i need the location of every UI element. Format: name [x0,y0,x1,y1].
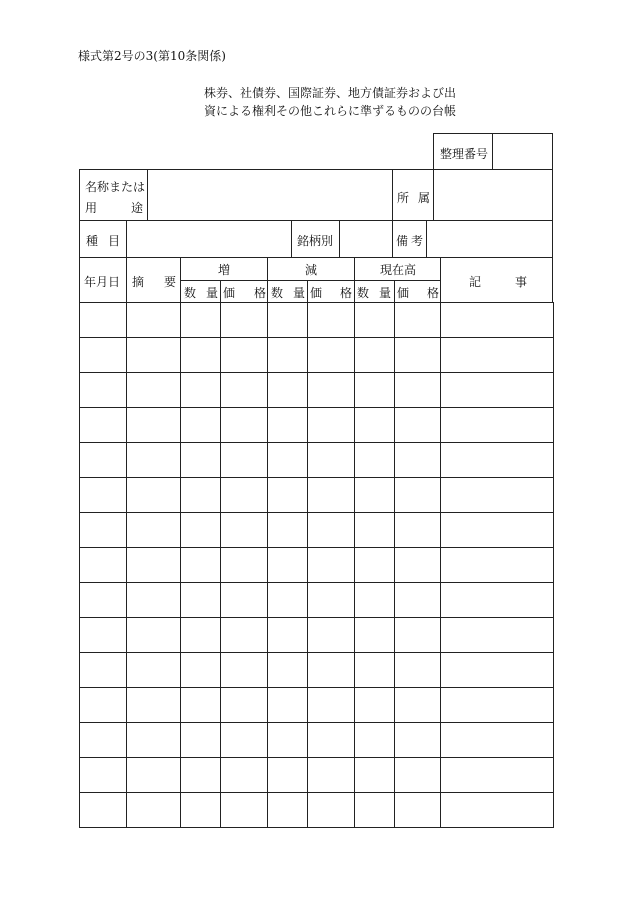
cell-dec-price[interactable] [308,443,355,478]
table-row [80,618,554,653]
cell-bal-qty[interactable] [355,478,395,513]
table-row [80,583,554,618]
cell-inc-price[interactable] [221,373,268,408]
cell-dec-qty[interactable] [268,618,308,653]
cell-summary[interactable] [127,793,181,828]
col-decrease-label: 減 [305,263,318,277]
cell-notes[interactable] [441,653,554,688]
cell-inc-qty[interactable] [181,688,221,723]
cell-inc-price[interactable] [221,408,268,443]
table-row [80,688,554,723]
col-summary-label-b: 要 [164,275,177,289]
cell-summary[interactable] [127,373,181,408]
table-row [80,443,554,478]
cell-summary[interactable] [127,618,181,653]
cell-summary[interactable] [127,478,181,513]
cell-dec-qty[interactable] [268,688,308,723]
cell-date[interactable] [80,653,127,688]
shurui-label-b: 目 [108,234,121,248]
cell-dec-qty[interactable] [268,723,308,758]
cell-inc-qty[interactable] [181,338,221,373]
cell-notes[interactable] [441,793,554,828]
cell-bal-qty[interactable] [355,618,395,653]
meisho-label-line2-a: 用 [85,201,98,215]
cell-bal-price[interactable] [395,338,441,373]
cell-dec-qty[interactable] [268,513,308,548]
cell-inc-qty[interactable] [181,618,221,653]
cell-bal-price[interactable] [395,688,441,723]
cell-date[interactable] [80,758,127,793]
cell-inc-price[interactable] [221,443,268,478]
cell-inc-qty[interactable] [181,758,221,793]
table-row [80,723,554,758]
title-line-1: 株券、社債券、国際証券、地方債証券および出 [203,86,456,100]
col-increase-label: 増 [218,263,231,277]
cell-dec-qty[interactable] [268,793,308,828]
cell-dec-price[interactable] [308,478,355,513]
inc-price-label-b: 格 [254,286,267,300]
cell-inc-price[interactable] [221,478,268,513]
biko-label-a: 備 [396,234,409,248]
cell-bal-price[interactable] [395,303,441,338]
cell-bal-price[interactable] [395,583,441,618]
col-notes-header [440,257,553,303]
cell-bal-qty[interactable] [355,408,395,443]
cell-bal-qty[interactable] [355,443,395,478]
cell-bal-price[interactable] [395,758,441,793]
cell-bal-price[interactable] [395,548,441,583]
table-row [80,793,554,828]
cell-summary[interactable] [127,338,181,373]
cell-inc-qty[interactable] [181,583,221,618]
cell-inc-qty[interactable] [181,793,221,828]
cell-dec-price[interactable] [308,723,355,758]
dec-price-label-b: 格 [340,286,353,300]
cell-dec-price[interactable] [308,513,355,548]
cell-dec-qty[interactable] [268,758,308,793]
cell-dec-price[interactable] [308,303,355,338]
cell-dec-price[interactable] [308,338,355,373]
meigara-field[interactable] [339,220,393,258]
cell-dec-qty[interactable] [268,408,308,443]
cell-bal-qty[interactable] [355,653,395,688]
cell-dec-price[interactable] [308,408,355,443]
cell-date[interactable] [80,548,127,583]
cell-bal-qty[interactable] [355,688,395,723]
dec-qty-label-b: 量 [293,286,306,300]
cell-date[interactable] [80,443,127,478]
cell-dec-qty[interactable] [268,338,308,373]
cell-summary[interactable] [127,548,181,583]
biko-label-b: 考 [411,234,424,248]
cell-notes[interactable] [441,408,554,443]
cell-dec-qty[interactable] [268,548,308,583]
cell-notes[interactable] [441,758,554,793]
table-row [80,338,554,373]
cell-inc-price[interactable] [221,653,268,688]
shozoku-field[interactable] [433,169,553,221]
cell-summary[interactable] [127,688,181,723]
cell-dec-price[interactable] [308,758,355,793]
dec-qty-label-a: 数 [271,286,284,300]
cell-notes[interactable] [441,618,554,653]
cell-dec-qty[interactable] [268,583,308,618]
cell-date[interactable] [80,723,127,758]
cell-inc-qty[interactable] [181,653,221,688]
document-title [150,84,510,120]
title-line-2: 資による権利その他これらに準ずるものの台帳 [203,104,456,118]
inc-price-label-a: 価 [223,286,236,300]
cell-notes[interactable] [441,478,554,513]
cell-inc-qty[interactable] [181,408,221,443]
cell-inc-price[interactable] [221,688,268,723]
cell-notes[interactable] [441,338,554,373]
cell-notes[interactable] [441,303,554,338]
cell-bal-price[interactable] [395,618,441,653]
cell-notes[interactable] [441,373,554,408]
cell-summary[interactable] [127,443,181,478]
col-date-label: 年月日 [84,275,121,289]
cell-summary[interactable] [127,583,181,618]
meigara-label: 銘柄別 [297,234,334,248]
cell-bal-qty[interactable] [355,548,395,583]
cell-bal-price[interactable] [395,723,441,758]
shozoku-label-b: 属 [418,191,431,205]
cell-inc-qty[interactable] [181,548,221,583]
cell-inc-qty[interactable] [181,303,221,338]
bal-price-label-a: 価 [397,286,410,300]
cell-inc-qty[interactable] [181,478,221,513]
table-row [80,758,554,793]
cell-bal-qty[interactable] [355,723,395,758]
cell-dec-qty[interactable] [268,303,308,338]
seiri-bango-field[interactable] [492,133,553,170]
cell-inc-price[interactable] [221,793,268,828]
cell-dec-qty[interactable] [268,373,308,408]
cell-dec-price[interactable] [308,793,355,828]
cell-bal-qty[interactable] [355,758,395,793]
cell-bal-price[interactable] [395,408,441,443]
cell-inc-price[interactable] [221,758,268,793]
meisho-field[interactable] [147,169,393,221]
cell-summary[interactable] [127,408,181,443]
table-row [80,478,554,513]
cell-inc-price[interactable] [221,723,268,758]
table-row [80,408,554,443]
cell-notes[interactable] [441,513,554,548]
cell-bal-price[interactable] [395,653,441,688]
cell-date[interactable] [80,618,127,653]
cell-date[interactable] [80,688,127,723]
cell-bal-qty[interactable] [355,513,395,548]
cell-bal-qty[interactable] [355,303,395,338]
cell-dec-qty[interactable] [268,478,308,513]
shozoku-label-a: 所 [397,191,410,205]
cell-notes[interactable] [441,443,554,478]
cell-notes[interactable] [441,688,554,723]
cell-summary[interactable] [127,303,181,338]
cell-bal-price[interactable] [395,478,441,513]
cell-date[interactable] [80,478,127,513]
table-row [80,303,554,338]
meisho-label-line1: 名称または [85,180,146,194]
form-number: 様式第2号の3(第10条関係) [78,49,226,63]
cell-dec-price[interactable] [308,583,355,618]
cell-summary[interactable] [127,723,181,758]
cell-inc-price[interactable] [221,303,268,338]
ledger-body [80,303,554,828]
cell-date[interactable] [80,408,127,443]
inc-qty-label-a: 数 [184,286,197,300]
cell-inc-qty[interactable] [181,723,221,758]
cell-date[interactable] [80,373,127,408]
table-row [80,373,554,408]
cell-bal-qty[interactable] [355,338,395,373]
seiri-bango-label: 整理番号 [440,147,489,161]
cell-inc-qty[interactable] [181,513,221,548]
biko-field[interactable] [426,220,553,258]
cell-bal-qty[interactable] [355,583,395,618]
cell-dec-qty[interactable] [268,443,308,478]
cell-dec-price[interactable] [308,548,355,583]
shurui-label-a: 種 [86,234,99,248]
cell-summary[interactable] [127,513,181,548]
cell-date[interactable] [80,793,127,828]
ledger-table [79,302,554,828]
bal-qty-label-b: 量 [379,286,392,300]
cell-summary[interactable] [127,758,181,793]
cell-inc-price[interactable] [221,548,268,583]
cell-date[interactable] [80,338,127,373]
bal-qty-label-a: 数 [357,286,370,300]
cell-date[interactable] [80,303,127,338]
cell-dec-qty[interactable] [268,653,308,688]
cell-bal-price[interactable] [395,793,441,828]
cell-bal-qty[interactable] [355,373,395,408]
cell-dec-price[interactable] [308,373,355,408]
dec-price-label-a: 価 [310,286,323,300]
cell-bal-price[interactable] [395,513,441,548]
table-row [80,513,554,548]
cell-dec-price[interactable] [308,688,355,723]
cell-notes[interactable] [441,723,554,758]
cell-inc-price[interactable] [221,513,268,548]
col-notes-label-b: 事 [515,275,528,289]
bal-price-label-b: 格 [427,286,440,300]
cell-bal-price[interactable] [395,373,441,408]
cell-inc-price[interactable] [221,338,268,373]
cell-inc-qty[interactable] [181,443,221,478]
cell-summary[interactable] [127,653,181,688]
cell-notes[interactable] [441,583,554,618]
cell-bal-qty[interactable] [355,793,395,828]
cell-inc-price[interactable] [221,618,268,653]
cell-bal-price[interactable] [395,443,441,478]
cell-inc-price[interactable] [221,583,268,618]
meisho-label-line2-b: 途 [131,201,144,215]
cell-inc-qty[interactable] [181,373,221,408]
cell-date[interactable] [80,513,127,548]
cell-notes[interactable] [441,548,554,583]
col-summary-label-a: 摘 [132,275,145,289]
table-row [80,548,554,583]
col-balance-label: 現在高 [380,263,417,277]
cell-date[interactable] [80,583,127,618]
table-row [80,653,554,688]
shurui-field[interactable] [126,220,292,258]
inc-qty-label-b: 量 [206,286,219,300]
col-notes-label-a: 記 [469,275,482,289]
cell-dec-price[interactable] [308,618,355,653]
cell-dec-price[interactable] [308,653,355,688]
